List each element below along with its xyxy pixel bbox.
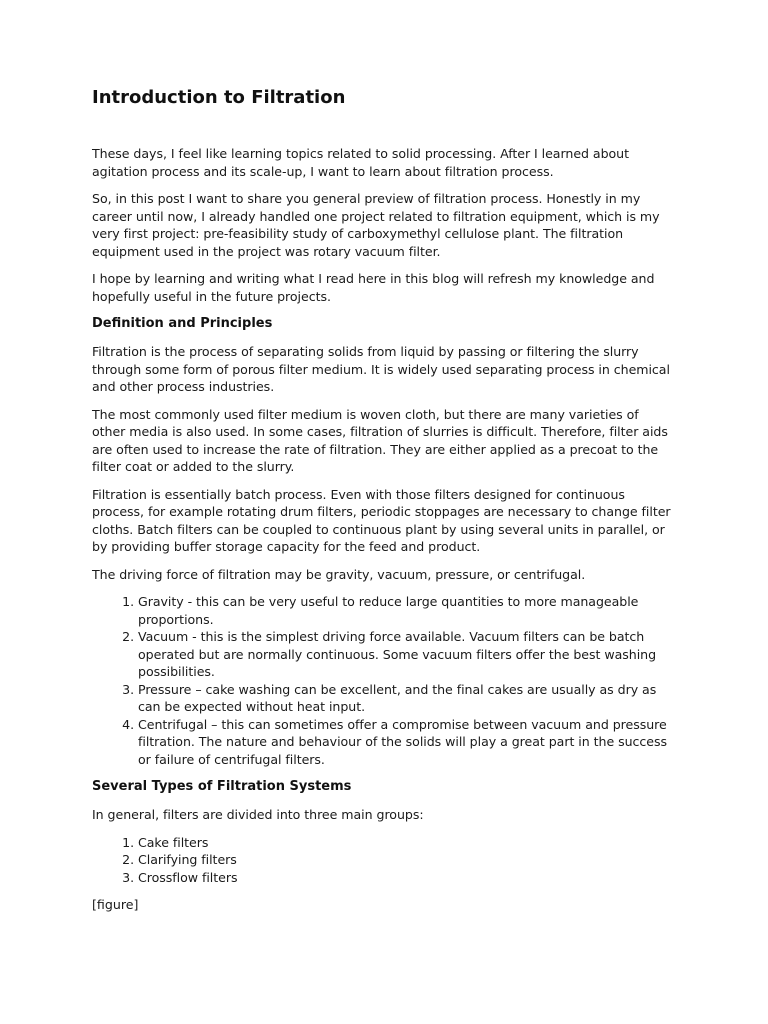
body-paragraph: The most commonly used filter medium is woven cloth, but there are many varieties of other media is also used. In some cases, filtration of slurries is difficult. Therefore, filter aids are often used to increase the rate of filtration. They are either applied as a precoat to the filter coat or added to the slurry. xyxy=(92,406,668,474)
body-paragraph: Filtration is essentially batch process. Even with those filters designed for continuous process, for example rotating drum filters, periodic stoppages are necessary to change filter cloths. Batch filters can be coupled to continuous plant by using several units in parallel, or by providing buffer storage capacity for the feed and product. xyxy=(92,486,671,554)
list-item: 4. Centrifugal – this can sometimes offer a compromise between vacuum and pressure filtration. The nature and behaviour of the solids will play a great part in the success or failure of centrifugal filters. xyxy=(138,716,674,769)
list-item: 1. Cake filters xyxy=(138,834,674,852)
document-title: Introduction to Filtration xyxy=(92,87,346,108)
intro-paragraph: I hope by learning and writing what I read here in this blog will refresh my knowledge and hopefully useful in the future projects. xyxy=(92,271,655,304)
list-item: 3. Crossflow filters xyxy=(138,869,674,887)
intro-paragraph: So, in this post I want to share you general preview of filtration process. Honestly in my career until now, I already handled one project related to filtration equipment, which is my very first project: pre-feasibility study of carboxymethyl cellulose plant. The filtration equipment used in the project was rotary vacuum filter. xyxy=(92,191,660,259)
filter-groups-list xyxy=(92,834,674,887)
intro-paragraph: These days, I feel like learning topics related to solid processing. After I learned about agitation process and its scale-up, I want to learn about filtration process. xyxy=(92,146,629,179)
section-heading-definition: Definition and Principles xyxy=(92,316,273,331)
body-paragraph: Filtration is the process of separating solids from liquid by passing or filtering the slurry through some form of porous filter medium. It is widely used separating process in chemical and other process industries. xyxy=(92,344,670,394)
list-item: 3. Pressure – cake washing can be excellent, and the final cakes are usually as dry as can be expected without heat input. xyxy=(138,681,674,716)
document-page xyxy=(92,86,674,914)
list-item: 2. Vacuum - this is the simplest driving force available. Vacuum filters can be batch operated but are normally continuous. Some vacuum filters offer the best washing possibilities. xyxy=(138,628,674,681)
figure-placeholder: [figure] xyxy=(92,897,139,912)
body-paragraph: The driving force of filtration may be gravity, vacuum, pressure, or centrifugal. xyxy=(92,566,586,582)
body-paragraph: In general, filters are divided into three main groups: xyxy=(92,807,424,822)
driving-force-list xyxy=(92,593,674,768)
section-heading-types: Several Types of Filtration Systems xyxy=(92,779,352,794)
list-item: 1. Gravity - this can be very useful to reduce large quantities to more manageable proportions. xyxy=(138,593,674,628)
list-item: 2. Clarifying filters xyxy=(138,851,674,869)
